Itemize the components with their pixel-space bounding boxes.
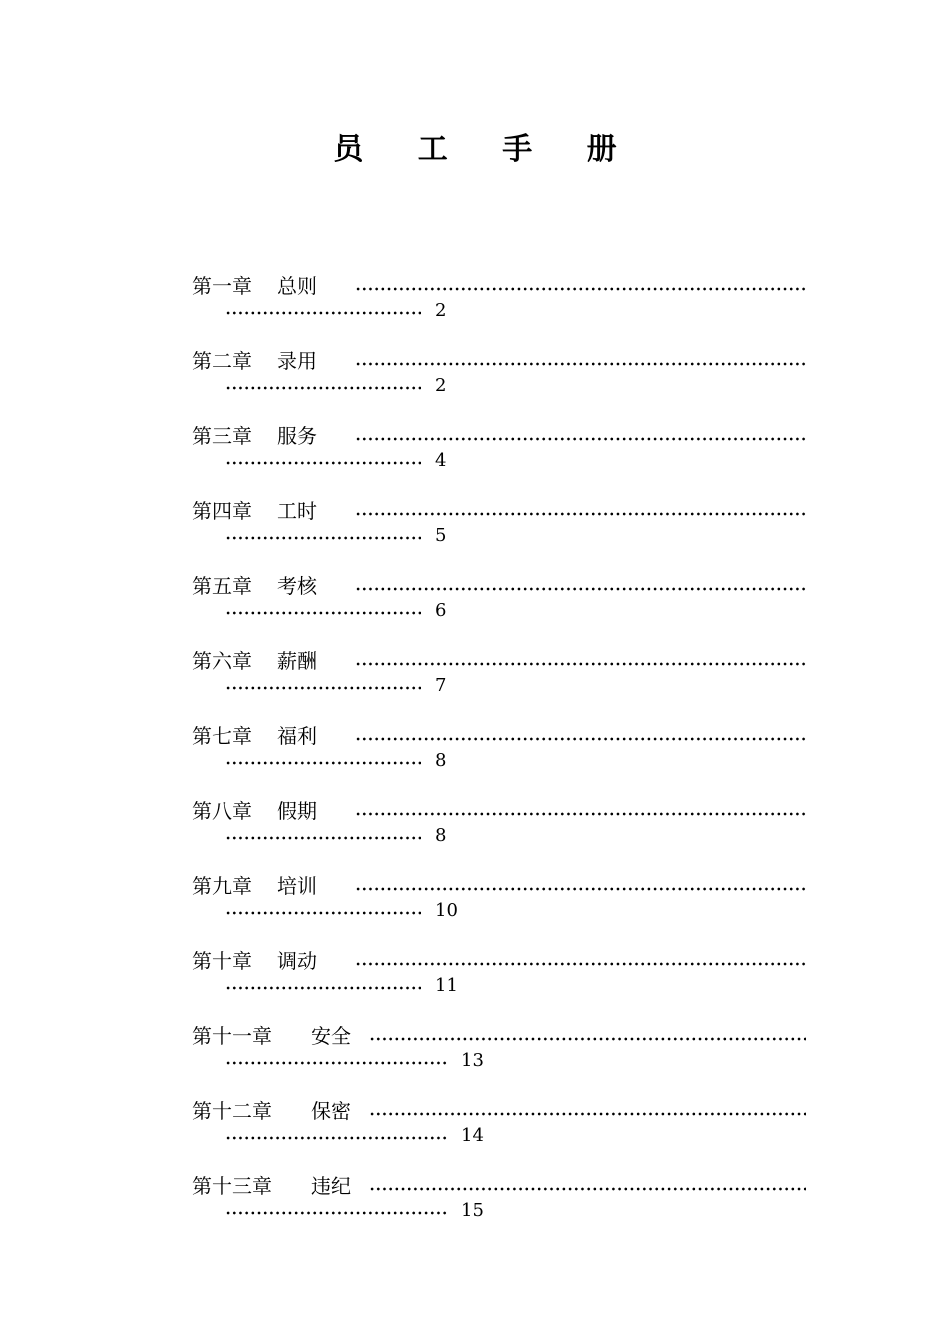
toc-chapter-title: 调动 bbox=[277, 949, 317, 973]
toc-leader-dots bbox=[225, 686, 421, 690]
toc-chapter-number: 第九章 bbox=[192, 874, 252, 898]
toc-entry[interactable] bbox=[192, 495, 806, 570]
toc-leader-dots bbox=[225, 611, 421, 615]
toc-entry[interactable] bbox=[192, 870, 806, 945]
toc-entry[interactable] bbox=[192, 570, 806, 645]
toc-leader-dots bbox=[225, 536, 421, 540]
toc-leader-dots bbox=[225, 1061, 447, 1065]
toc-entry[interactable] bbox=[192, 1095, 806, 1170]
toc-leader-dots bbox=[225, 1211, 447, 1215]
toc-entry[interactable] bbox=[192, 795, 806, 870]
toc-page-number: 8 bbox=[435, 825, 447, 846]
toc-leader-dots bbox=[355, 437, 806, 441]
toc-entry[interactable] bbox=[192, 345, 806, 420]
toc-page-number: 11 bbox=[435, 975, 458, 996]
toc-leader-dots bbox=[225, 761, 421, 765]
toc-chapter-title: 工时 bbox=[277, 499, 317, 523]
toc-entry[interactable] bbox=[192, 1170, 806, 1245]
toc-chapter-number: 第十一章 bbox=[192, 1024, 272, 1048]
toc-entry[interactable] bbox=[192, 1020, 806, 1095]
document-title: 员 工 手 册 bbox=[333, 132, 639, 167]
toc-leader-dots bbox=[355, 662, 806, 666]
table-of-contents bbox=[192, 270, 806, 1245]
toc-chapter-title: 录用 bbox=[277, 349, 317, 373]
toc-leader-dots bbox=[369, 1187, 806, 1191]
toc-chapter-number: 第三章 bbox=[192, 424, 252, 448]
toc-leader-dots bbox=[369, 1037, 806, 1041]
toc-entry[interactable] bbox=[192, 945, 806, 1020]
toc-chapter-number: 第七章 bbox=[192, 724, 252, 748]
toc-entry[interactable] bbox=[192, 645, 806, 720]
toc-leader-dots bbox=[225, 386, 421, 390]
toc-page-number: 10 bbox=[435, 900, 458, 921]
toc-leader-dots bbox=[225, 836, 421, 840]
toc-chapter-title: 保密 bbox=[311, 1099, 351, 1123]
toc-chapter-title: 培训 bbox=[277, 874, 317, 898]
toc-chapter-title: 总则 bbox=[277, 274, 317, 298]
toc-chapter-title: 薪酬 bbox=[277, 649, 317, 673]
toc-chapter-title: 福利 bbox=[277, 724, 317, 748]
toc-chapter-title: 违纪 bbox=[311, 1174, 351, 1198]
toc-leader-dots bbox=[355, 737, 806, 741]
toc-chapter-title: 服务 bbox=[277, 424, 317, 448]
toc-page-number: 13 bbox=[461, 1050, 484, 1071]
toc-page-number: 8 bbox=[435, 750, 447, 771]
toc-page-number: 5 bbox=[435, 525, 447, 546]
toc-leader-dots bbox=[355, 362, 806, 366]
toc-leader-dots bbox=[355, 962, 806, 966]
toc-chapter-number: 第五章 bbox=[192, 574, 252, 598]
toc-leader-dots bbox=[225, 1136, 447, 1140]
toc-page-number: 2 bbox=[435, 375, 447, 396]
toc-chapter-number: 第六章 bbox=[192, 649, 252, 673]
toc-entry[interactable] bbox=[192, 270, 806, 345]
toc-chapter-number: 第二章 bbox=[192, 349, 252, 373]
toc-leader-dots bbox=[355, 287, 806, 291]
toc-chapter-number: 第一章 bbox=[192, 274, 252, 298]
toc-leader-dots bbox=[355, 512, 806, 516]
toc-leader-dots bbox=[355, 812, 806, 816]
toc-page-number: 7 bbox=[435, 675, 447, 696]
toc-entry[interactable] bbox=[192, 720, 806, 795]
toc-leader-dots bbox=[355, 887, 806, 891]
toc-leader-dots bbox=[225, 461, 421, 465]
toc-leader-dots bbox=[225, 311, 421, 315]
toc-leader-dots bbox=[355, 587, 806, 591]
toc-leader-dots bbox=[225, 911, 421, 915]
toc-chapter-title: 安全 bbox=[311, 1024, 351, 1048]
toc-page-number: 4 bbox=[435, 450, 447, 471]
toc-chapter-number: 第十二章 bbox=[192, 1099, 272, 1123]
toc-chapter-title: 假期 bbox=[277, 799, 317, 823]
toc-chapter-title: 考核 bbox=[277, 574, 317, 598]
toc-page-number: 2 bbox=[435, 300, 447, 321]
toc-page-number: 14 bbox=[461, 1125, 484, 1146]
toc-chapter-number: 第十三章 bbox=[192, 1174, 272, 1198]
toc-chapter-number: 第十章 bbox=[192, 949, 252, 973]
toc-leader-dots bbox=[369, 1112, 806, 1116]
toc-page-number: 6 bbox=[435, 600, 447, 621]
toc-page-number: 15 bbox=[461, 1200, 484, 1221]
toc-chapter-number: 第四章 bbox=[192, 499, 252, 523]
toc-leader-dots bbox=[225, 986, 421, 990]
toc-entry[interactable] bbox=[192, 420, 806, 495]
toc-chapter-number: 第八章 bbox=[192, 799, 252, 823]
